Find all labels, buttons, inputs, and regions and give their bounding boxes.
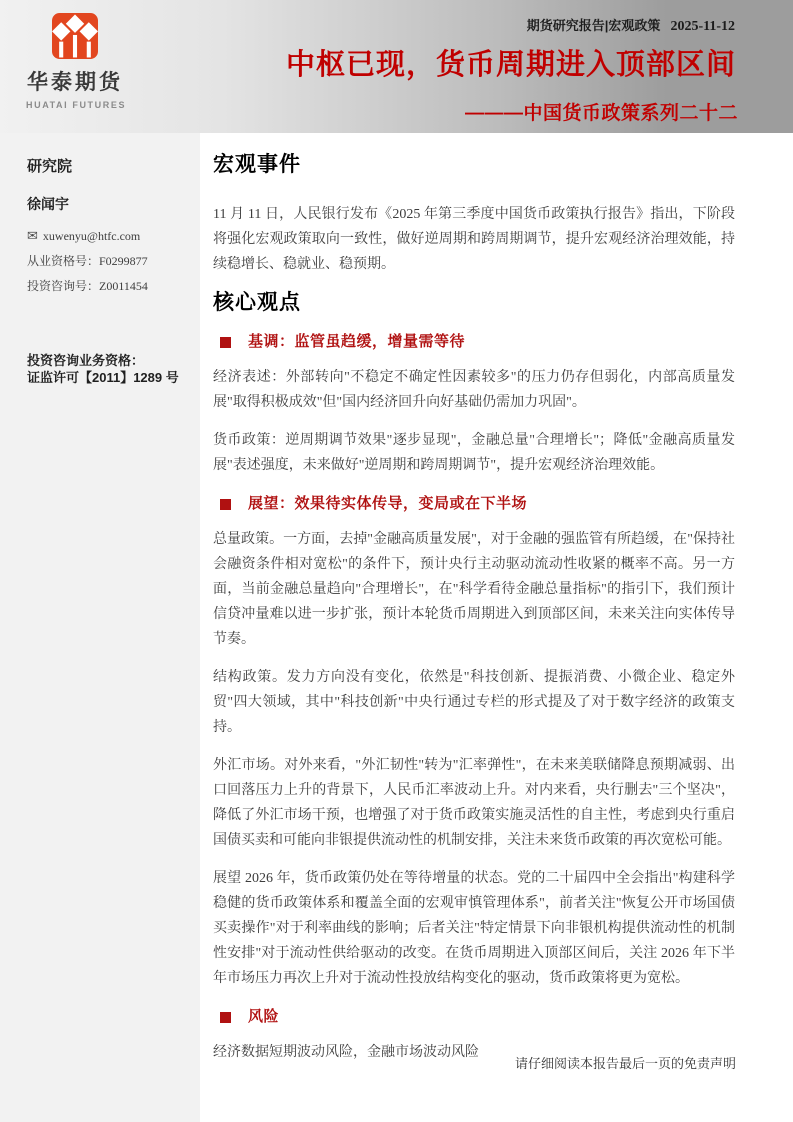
opinion-bullet-outlook (213, 496, 735, 512)
section-title-macro-event: 宏观事件 (213, 153, 301, 176)
brand-block (26, 13, 127, 110)
macro-event-paragraph: 11 月 11 日，人民银行发布《2025 年第三季度中国货币政策执行报告》指出，下阶段将强化宏观政策取向一致性，做好逆周期和跨周期调节，提升宏观经济治理效能，持续稳增长、稳就业、稳预期。 (213, 207, 735, 272)
section-title-core-views: 核心观点 (213, 291, 301, 314)
analyst-name: 徐闻宇 (27, 196, 69, 212)
body-paragraph: 外汇市场。对外来看，"外汇韧性"转为"汇率弹性"，在未来美联储降息预期减弱、出口回落压力上升的背景下，人民币汇率波动上升。对内来看，央行删去"三个坚决"，降低了外汇市场干预，也增强了对于货币政策实施灵活性的自主性，考虑到央行重启国债买卖和可能向非银提供流动性的机制安排，关注未来货币政策的再次宽松可能。 (213, 758, 735, 848)
advisory-cert: 投资咨询号：Z0011454 (27, 279, 148, 293)
body-paragraph: 总量政策。一方面，去掉"金融高质量发展"，对于金融的强监管有所趋缓，在"保持社会融资条件相对宽松"的条件下，预计央行主动驱动流动性收紧的概率不高。另一方面，当前金融总量趋向"合理增长"，在"科学看待金融总量指标"的指引下，我们预计信贷冲量难以进一步扩张，预计本轮货币周期进入到顶部区间，未来关注向实体传导节奏。 (213, 532, 735, 647)
bullet-square-icon (220, 337, 231, 348)
body-paragraph: 经济表述：外部转向"不稳定不确定性因素较多"的压力仍存但弱化，内部高质量发展"取得积极成效"但"国内经济回升向好基础仍需加力巩固"。 (213, 370, 735, 410)
header-band (0, 0, 793, 133)
license-block (27, 352, 186, 386)
body-paragraph: 货币政策：逆周期调节效果"逐步显现"，金融总量"合理增长"；降低"金融高质量发展"表述强度，未来做好"逆周期和跨周期调节"，提升宏观经济治理效能。 (213, 433, 735, 473)
bullet-square-icon (220, 1012, 231, 1023)
analyst-email-row (27, 228, 186, 244)
analyst-email: xuwenyu@htfc.com (42, 229, 141, 243)
bullet-square-icon (220, 499, 231, 510)
report-series-subtitle: ———中国货币政策系列二十二 (464, 103, 738, 124)
license-number: 证监许可【2011】1289 号 (27, 370, 179, 385)
opinion-heading: 风险 (248, 1008, 280, 1025)
opinion-heading: 展望：效果待实体传导，变局或在下半场 (248, 495, 528, 512)
body-paragraph: 经济数据短期波动风险，金融市场波动风险 (213, 1045, 479, 1060)
sidebar (0, 133, 200, 1122)
report-date: 2025-11-12 (670, 19, 735, 34)
brand-name-cn: 华泰期货 (27, 71, 123, 94)
license-title: 投资咨询业务资格： (27, 353, 145, 368)
brand-name-en: HUATAI FUTURES (26, 100, 127, 110)
practice-cert: 从业资格号：F0299877 (27, 254, 148, 268)
opinion-bullet-tone (213, 334, 735, 350)
department-label: 研究院 (27, 158, 73, 175)
body-paragraph: 结构政策。发力方向没有变化，依然是"科技创新、提振消费、小微企业、稳定外贸"四大领域，其中"科技创新"中央行通过专栏的形式提及了对于数字经济的政策支持。 (213, 670, 735, 735)
report-title: 中枢已现，货币周期进入顶部区间 (285, 49, 736, 81)
opinion-bullet-risk (213, 1009, 735, 1025)
report-meta (527, 15, 735, 35)
huatai-logo-icon (26, 13, 124, 59)
email-icon: ✉ (27, 228, 38, 243)
main-content (213, 133, 735, 1078)
body-paragraph: 展望 2026 年，货币政策仍处在等待增量的状态。党的二十届四中全会指出"构建科学稳健的货币政策体系和覆盖全面的宏观审慎管理体系"，前者关注"恢复公开市场国债买卖操作"对于利率曲线的影响；后者关注"特定情景下向非银机构提供流动性的机制性安排"对于流动性供给驱动的改变。在货币周期进入顶部区间后，关注 2026 年下半年市场压力再次上升对于流动性投放结构变化的驱动，货币政策将更为宽松。 (213, 871, 735, 986)
disclaimer-note: 请仔细阅读本报告最后一页的免责声明 (514, 1056, 736, 1071)
report-type-label: 期货研究报告|宏观政策 (526, 18, 661, 33)
opinion-heading: 基调：监管虽趋缓，增量需等待 (248, 333, 466, 350)
